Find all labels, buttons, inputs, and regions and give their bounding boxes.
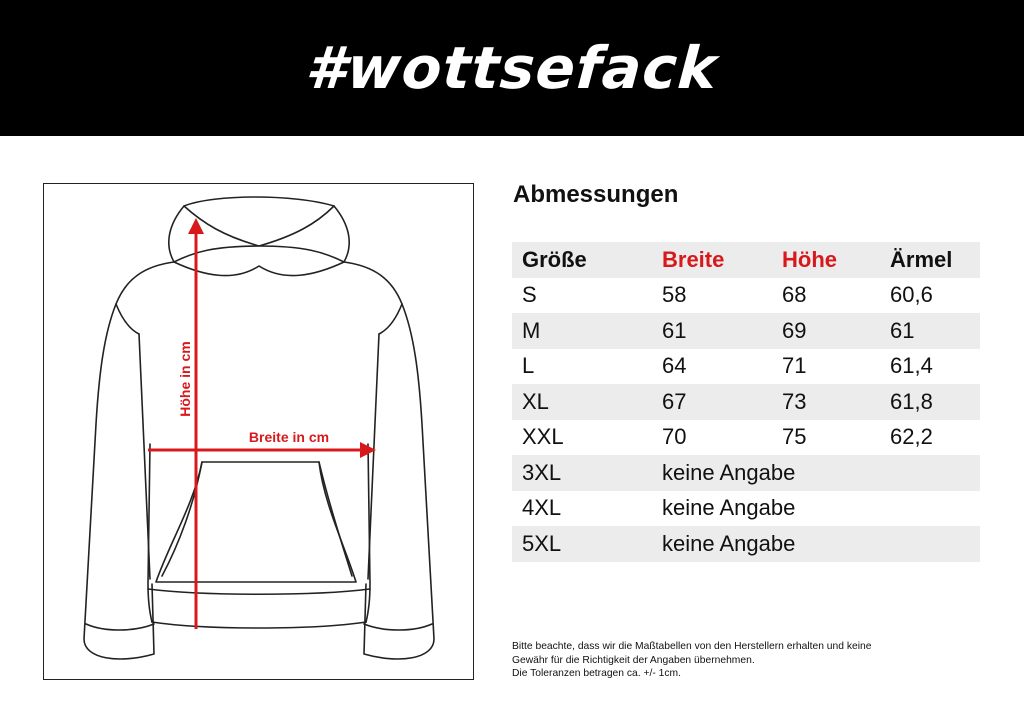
size-table (512, 242, 980, 562)
table-row (512, 384, 980, 420)
cell-width: 67 (662, 388, 687, 414)
header-size: Größe (522, 246, 587, 272)
cell-size: M (522, 317, 541, 343)
cell-sleeve: 61,4 (890, 353, 933, 379)
brand-header (0, 0, 1024, 136)
cell-no-data: keine Angabe (662, 495, 796, 521)
cell-height: 75 (782, 424, 807, 450)
cell-sleeve: 61,8 (890, 388, 933, 414)
cell-width: 61 (662, 317, 687, 343)
disclaimer-note (512, 640, 972, 681)
table-row (512, 278, 980, 314)
table-row (512, 455, 980, 491)
header-sleeve: Ärmel (890, 246, 953, 272)
note-line: Bitte beachte, dass wir die Maßtabellen von den Herstellern erhalten und keine (512, 641, 872, 652)
note-line: Gewähr für die Richtigkeit der Angaben übernehmen. (512, 654, 755, 666)
section-title: Abmessungen (513, 181, 679, 208)
cell-width: 64 (662, 353, 687, 379)
cell-sleeve: 60,6 (890, 282, 933, 308)
note-line: Die Toleranzen betragen ca. +/- 1cm. (512, 668, 681, 679)
header-width: Breite (662, 246, 725, 272)
brand-logo: #wottsefack (303, 34, 721, 102)
table-row (512, 526, 980, 562)
cell-width: 58 (662, 282, 687, 308)
table-header-row (512, 242, 980, 278)
height-label: Höhe in cm (177, 341, 193, 417)
table-row (512, 420, 980, 456)
table-row (512, 313, 980, 349)
cell-size: 4XL (522, 495, 562, 521)
cell-size: 5XL (522, 530, 562, 556)
cell-height: 73 (782, 388, 807, 414)
cell-height: 69 (782, 317, 807, 343)
cell-size: XL (522, 388, 549, 414)
cell-height: 71 (782, 353, 807, 379)
cell-sleeve: 61 (890, 317, 915, 343)
cell-size: XXL (522, 424, 564, 450)
cell-no-data: keine Angabe (662, 459, 796, 485)
cell-size: S (522, 282, 537, 308)
table-row (512, 349, 980, 385)
cell-no-data: keine Angabe (662, 530, 796, 556)
table-row (512, 491, 980, 527)
cell-size: 3XL (522, 459, 562, 485)
hoodie-drawing (44, 184, 475, 681)
cell-sleeve: 62,2 (890, 424, 933, 450)
header-height: Höhe (782, 246, 837, 272)
width-label: Breite in cm (248, 429, 330, 445)
cell-size: L (522, 353, 535, 379)
cell-width: 70 (662, 424, 687, 450)
hoodie-illustration (43, 183, 474, 680)
cell-height: 68 (782, 282, 807, 308)
